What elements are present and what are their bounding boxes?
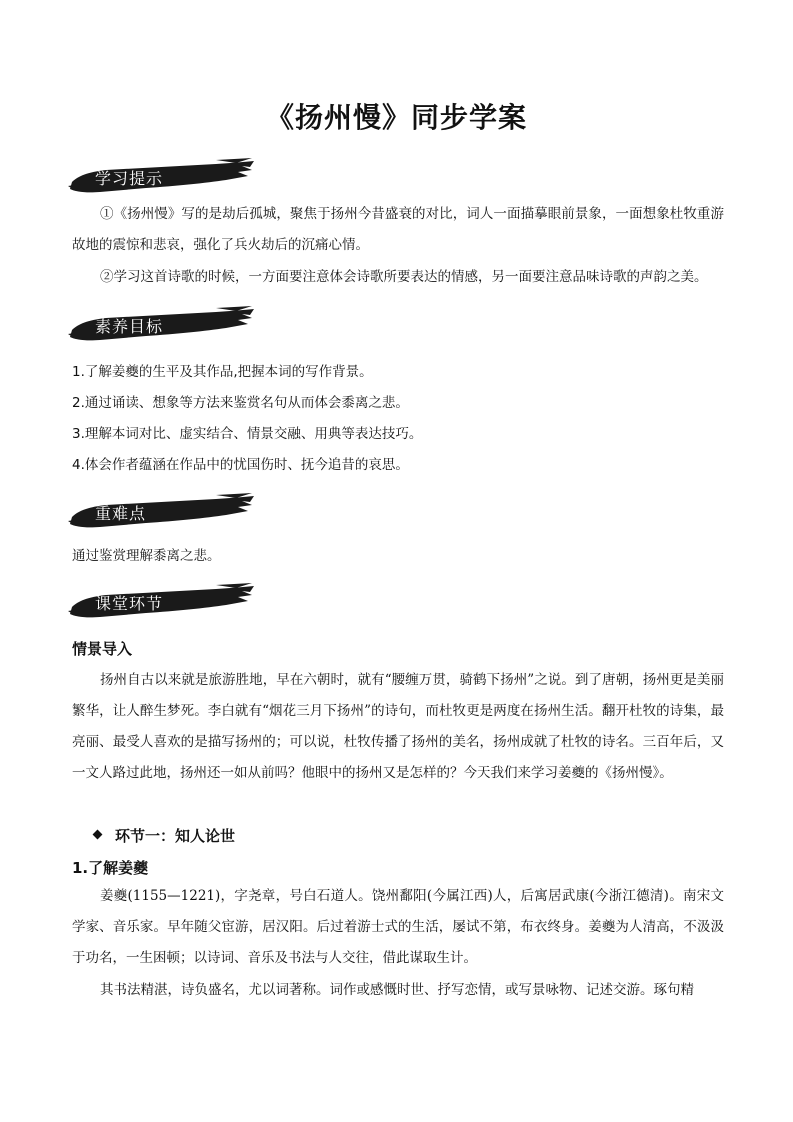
key-points-text: 通过鉴赏理解黍离之悲。 (72, 548, 221, 564)
bio-paragraph-2: 其书法精湛，诗负盛名，尤以词著称。词作或感慨时世、抒写恋情，或写景咏物、记述交游。琢句精 (100, 982, 694, 998)
step-one-heading (94, 825, 235, 846)
diamond-bullet-icon (93, 830, 103, 840)
section-banner-key-points (66, 493, 256, 533)
goal-item: 4.体会作者蕴涵在作品中的忧国伤时、抚今追昔的哀思。 (72, 457, 409, 473)
section-heading-key-points: 重难点 (95, 504, 147, 523)
sub-heading-jiang-kui: 1.了解姜夔 (72, 859, 149, 877)
tips-paragraph-2: ②学习这首诗歌的时候，一方面要注意体会诗歌所要表达的情感，另一面要注意品味诗歌的声韵之美。 (100, 269, 708, 285)
section-banner-goals (66, 306, 256, 346)
goal-item: 2.通过诵读、想象等方法来鉴赏名句从而体会黍离之悲。 (72, 395, 409, 411)
tips-paragraph-1: ①《扬州慢》写的是劫后孤城，聚焦于扬州今昔盛衰的对比，词人一面描摹眼前景象，一面想象杜牧重游故地的震惊和悲哀，强化了兵火劫后的沉痛心情。 (72, 206, 724, 253)
section-heading-goals: 素养目标 (95, 317, 164, 336)
goal-item: 3.理解本词对比、虚实结合、情景交融、用典等表达技巧。 (72, 426, 423, 442)
section-banner-class (66, 583, 256, 623)
section-heading-tips: 学习提示 (95, 169, 164, 188)
goal-item: 1.了解姜夔的生平及其作品,把握本词的写作背景。 (72, 364, 373, 380)
intro-heading: 情景导入 (72, 640, 133, 658)
step-one-label: 环节一：知人论世 (115, 827, 236, 845)
section-heading-class: 课堂环节 (95, 594, 164, 613)
section-banner-tips (66, 158, 256, 198)
intro-paragraph: 扬州自古以来就是旅游胜地，早在六朝时，就有“腰缠万贯，骑鹤下扬州”之说。到了唐朝，扬州更是美丽繁华，让人醉生梦死。李白就有“烟花三月下扬州”的诗句，而杜牧更是两度在扬州生活。翻开杜牧的诗集，最亮丽、最受人喜欢的是描写扬州的；可以说，杜牧传播了扬州的美名，扬州成就了杜牧的诗名。三百年后，又一文人路过此地，扬州还一如从前吗？他眼中的扬州又是怎样的？今天我们来学习姜夔的《扬州慢》。 (72, 672, 724, 781)
bio-paragraph-1: 姜夔(1155—1221)，字尧章，号白石道人。饶州鄱阳(今属江西)人，后寓居武康(今浙江德清)。南宋文学家、音乐家。早年随父宦游，居汉阳。后过着游士式的生活，屡试不第，布衣终身。姜夔为人清高，不汲汲于功名，一生困顿；以诗词、音乐及书法与人交往，借此谋取生计。 (72, 888, 724, 966)
document-title: 《扬州慢》同步学案 (265, 101, 527, 134)
